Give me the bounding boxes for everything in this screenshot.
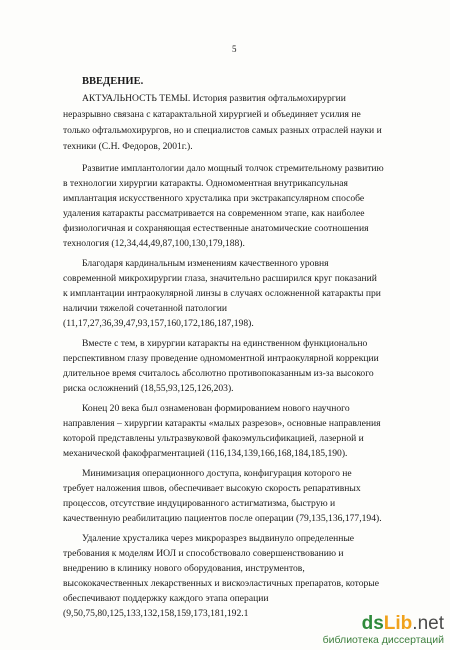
logo-lib: Lib bbox=[383, 613, 413, 634]
footer-tagline: библиотека диссертаций bbox=[322, 634, 444, 646]
text-line: процессов, отсутствие индуцированного астигматизма, быструю и bbox=[63, 498, 336, 509]
text-line: Конец 20 века был ознаменован формированием нового научного bbox=[82, 403, 350, 414]
text-line: физиологичная и сохраняющая естественные анатомические соотношения bbox=[63, 223, 369, 234]
text-line: требования к моделям ИОЛ и способствовало совершенствованию и bbox=[63, 548, 344, 559]
text-line: требует наложения швов, обеспечивает высокую скорость репаративных bbox=[63, 483, 361, 494]
text-line: качественную реабилитацию пациентов после операции (79,135,136,177,194). bbox=[63, 513, 382, 524]
text-line: Благодаря кардинальным изменениям качественного уровня bbox=[82, 258, 329, 269]
text-line: перспективном глазу проведение одномоментной интраокулярной коррекции bbox=[63, 353, 379, 364]
text-line: (11,17,27,36,39,47,93,157,160,172,186,187,198). bbox=[63, 318, 254, 329]
text-line: только офтальмохирургов, но и специалистов самых разных отраслей науки и bbox=[63, 125, 382, 136]
text-line: Развитие имплантологии дало мощный толчок стремительному развитию bbox=[82, 163, 384, 174]
text-line: обеспечивают поддержку каждого этапа операции bbox=[63, 593, 269, 604]
text-line: Удаление хрусталика через микроразрез выдвинуло определенные bbox=[82, 533, 355, 544]
text-line: риска осложнений (18,55,93,125,126,203). bbox=[63, 383, 234, 394]
text-line: длительное время считалось абсолютно противопоказанным из-за высокого bbox=[63, 368, 374, 379]
text-line: техники (С.Н. Федоров, 2001г.). bbox=[63, 141, 193, 152]
text-line: современной микрохирургии глаза, значительно расширился круг показаний bbox=[63, 273, 377, 284]
text-line: в технологии хирургии катаракты. Одномоментная внутрикапсульная bbox=[63, 178, 348, 189]
text-line: механической факофрагментацией (116,134,139,166,168,184,185,190). bbox=[63, 448, 348, 459]
text-line: направления – хирургии катаракты «малых разрезов», основные направления bbox=[63, 418, 381, 429]
text-line: Вместе с тем, в хирургии катаракты на единственном функционально bbox=[82, 338, 368, 349]
page-number: 5 bbox=[232, 44, 237, 54]
text-line: высококачественных лекарственных и вискоэластичных препаратов, которые bbox=[63, 578, 380, 589]
text-line: наличии тяжелой сочетанной патологии bbox=[63, 303, 227, 314]
text-line: к имплантации интраокулярной линзы в случаях осложненной катаракты при bbox=[63, 288, 381, 299]
text-line: удаления катаракты рассматривается на современном этапе, как наиболее bbox=[63, 208, 365, 219]
section-heading: ВВЕДЕНИЕ. bbox=[82, 76, 144, 87]
text-line: (9,50,75,80,125,133,132,158,159,173,181,192.1 bbox=[63, 608, 249, 619]
dslib-logo[interactable] bbox=[323, 614, 444, 634]
text-line: АКТУАЛЬНОСТЬ ТЕМЫ. История развития офтальмохирургии bbox=[82, 93, 346, 104]
text-line: внедрению в клинику нового оборудования, инструментов, bbox=[63, 563, 305, 574]
logo-net: .net bbox=[412, 613, 444, 634]
text-line: которой представлены ультразвуковой факоэмульсификацией, лазерной и bbox=[63, 433, 364, 444]
text-line: технология (12,34,44,49,87,100,130,179,188). bbox=[63, 238, 245, 249]
logo-ds: ds bbox=[361, 613, 384, 634]
text-line: имплантация искусственного хрусталика при экстракапсулярном способе bbox=[63, 193, 365, 204]
site-footer bbox=[323, 614, 444, 646]
text-line: Минимизация операционного доступа, конфигурация которого не bbox=[82, 468, 352, 479]
text-line: неразрывно связана с катарактальной хирургией и объединяет усилия не bbox=[63, 109, 361, 120]
